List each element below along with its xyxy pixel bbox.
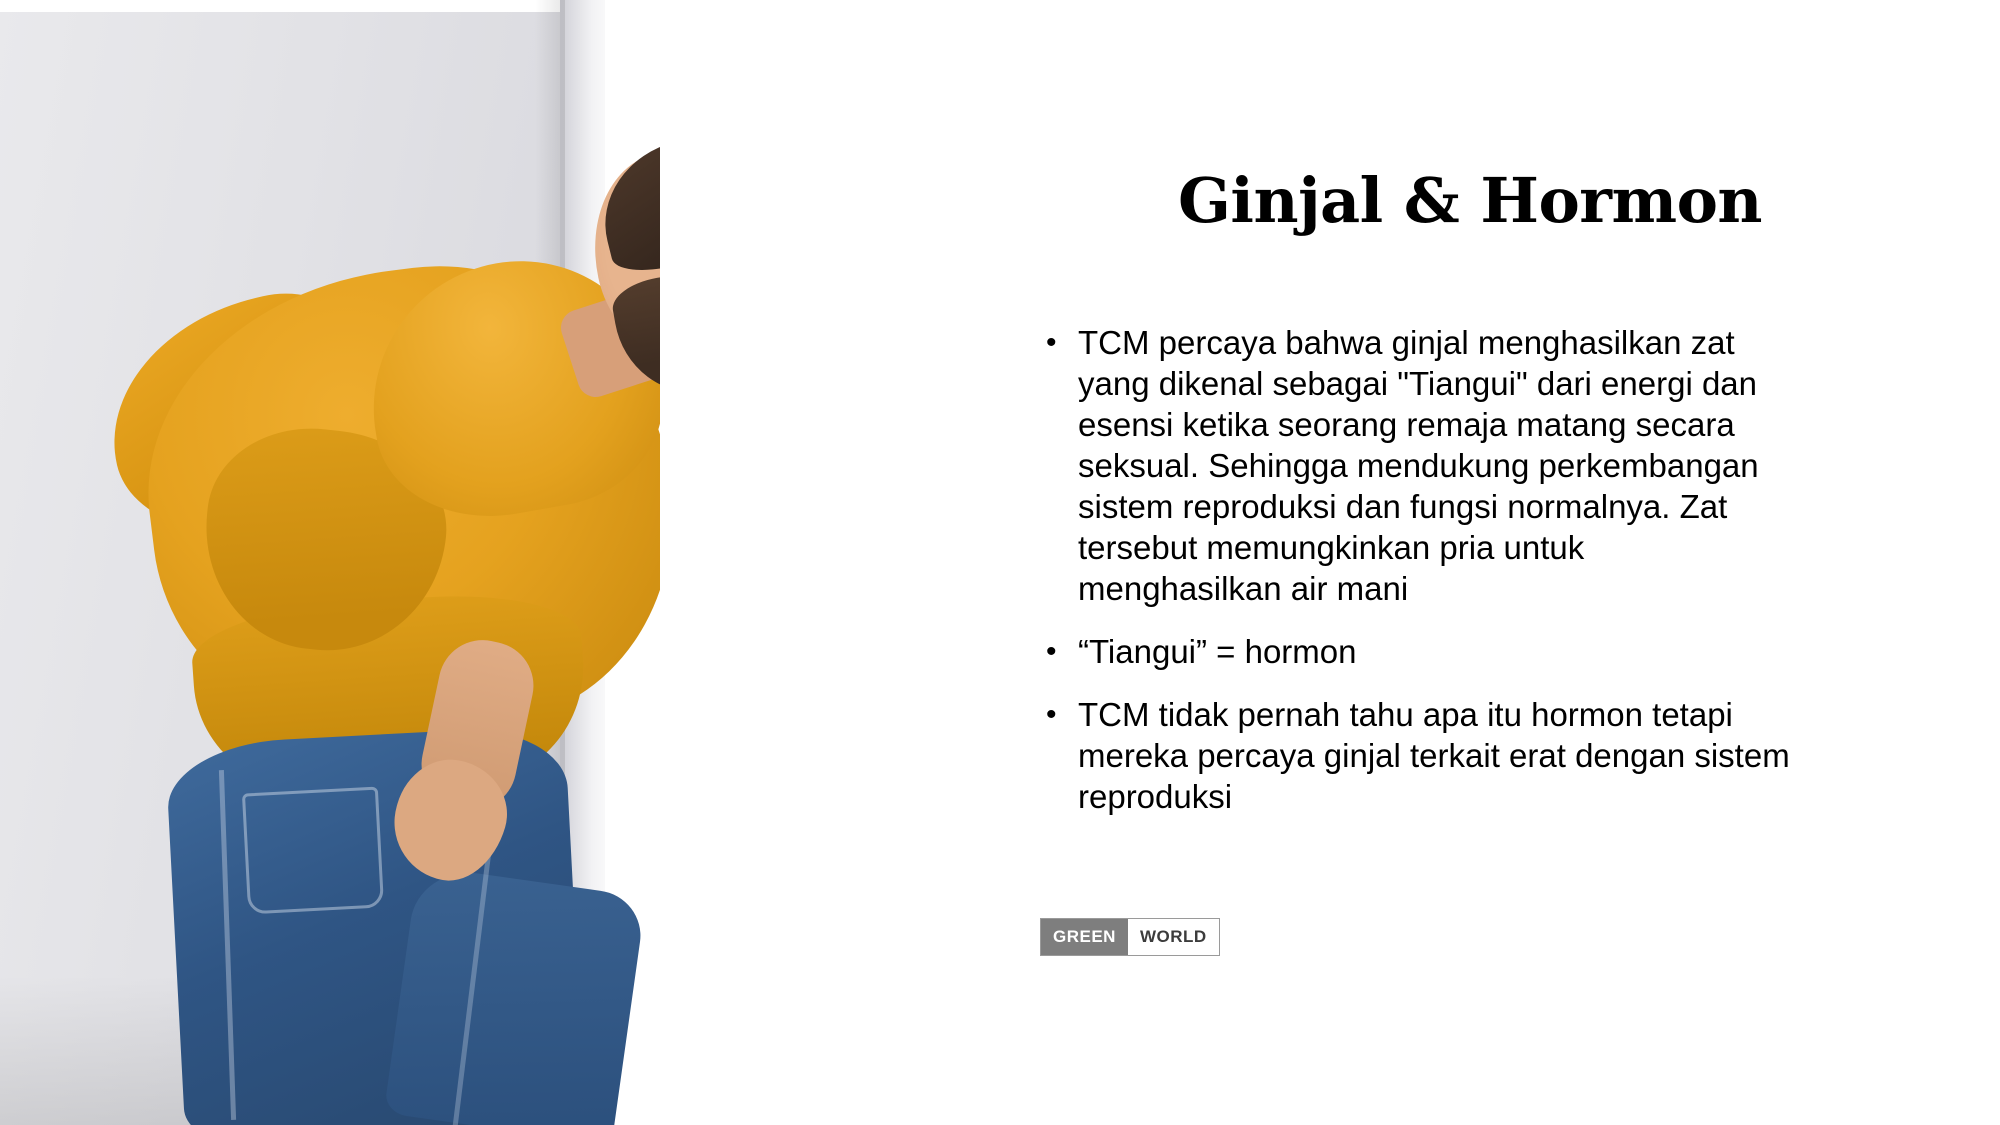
bullet-text: TCM tidak pernah tahu apa itu hormon tetapi mereka percaya ginjal terkait erat dengan sistem reproduksi — [1078, 696, 1790, 815]
bullet-marker-icon: • — [1046, 635, 1057, 668]
logo-primary-label: GREEN — [1041, 919, 1128, 955]
bullet-list — [1040, 322, 1800, 839]
bullet-marker-icon: • — [1046, 326, 1057, 359]
jeans-right-leg — [384, 865, 647, 1125]
bullet-text: TCM percaya bahwa ginjal menghasilkan zat yang dikenal sebagai "Tiangui" dari energi dan esensi ketika seorang remaja matang secara seksual. Sehingga mendukung perkembangan sistem reproduksi dan fungsi normalnya. Zat tersebut memungkinkan pria untuk menghasilkan air mani — [1078, 324, 1759, 607]
list-item — [1040, 631, 1800, 672]
jeans-pocket — [242, 787, 384, 915]
bullet-text: “Tiangui” = hormon — [1078, 633, 1357, 670]
content-column — [1040, 0, 1900, 1125]
list-item — [1040, 322, 1800, 609]
person-figure — [0, 0, 660, 1125]
slide-image — [0, 0, 660, 1125]
list-item — [1040, 694, 1800, 817]
logo-secondary-label: WORLD — [1128, 919, 1219, 955]
slide-title: Ginjal & Hormon — [1177, 164, 1762, 237]
green-world-logo — [1040, 918, 1220, 956]
bullet-marker-icon: • — [1046, 698, 1057, 731]
